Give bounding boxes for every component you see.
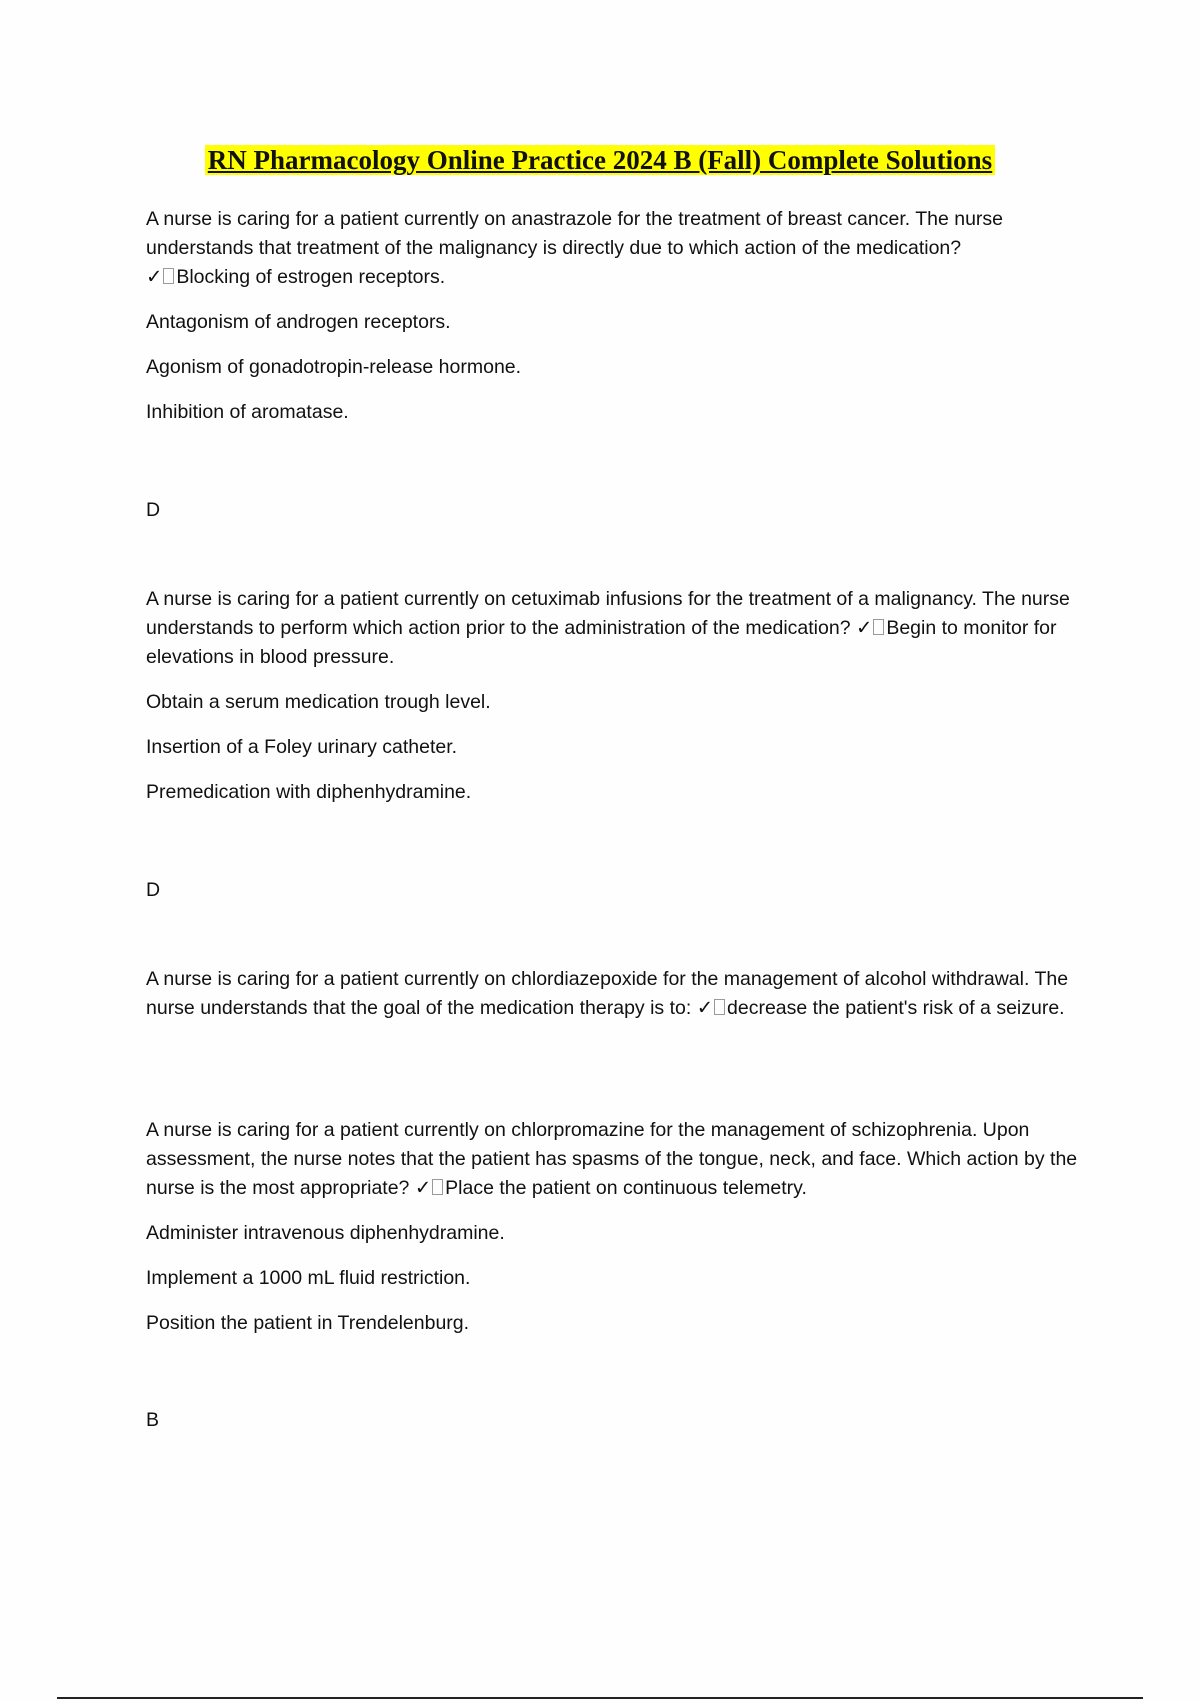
marked-option: decrease the patient's risk of a seizure. [727, 997, 1065, 1019]
question-text [146, 1116, 1090, 1203]
answer-option: Antagonism of androgen receptors. [146, 311, 451, 333]
answer-letter: D [146, 499, 161, 521]
answer-option: Implement a 1000 mL fluid restriction. [146, 1267, 471, 1289]
checkbox-glyph-icon [873, 619, 884, 635]
question-block-1 [146, 205, 1090, 443]
check-icon: ✓ [414, 1177, 432, 1199]
answer-option: Administer intravenous diphenhydramine. [146, 1222, 505, 1244]
question-stem: A nurse is caring for a patient currently on cetuximab infusions for the treatment of a malignancy. The nurse understands to perform which action prior to the administration of the medication? [146, 588, 1070, 639]
answer-option: Position the patient in Trendelenburg. [146, 1312, 470, 1334]
answer-option: Obtain a serum medication trough level. [146, 691, 491, 713]
checkbox-glyph-icon [163, 268, 174, 284]
answer-option: Agonism of gonadotropin-release hormone. [146, 356, 522, 378]
answer-option: Premedication with diphenhydramine. [146, 781, 472, 803]
check-icon: ✓ [855, 617, 873, 639]
question-stem: A nurse is caring for a patient currently on chlordiazepoxide for the management of alcohol withdrawal. The nurse understands that the goal of the medication therapy is to: [146, 968, 1069, 1019]
checkbox-glyph-icon [714, 999, 725, 1015]
marked-option: Blocking of estrogen receptors. [176, 266, 446, 288]
checkbox-glyph-icon [432, 1179, 443, 1195]
question-block-2 [146, 585, 1090, 823]
question-block-4 [146, 1116, 1090, 1354]
question-stem: A nurse is caring for a patient currently on anastrazole for the treatment of breast cancer. The nurse understands that treatment of the malignancy is directly due to which action of the medication? [146, 208, 1004, 259]
question-text [146, 965, 1090, 1023]
question-text [146, 585, 1090, 672]
marked-option: Begin to monitor for elevations in blood pressure. [146, 617, 1057, 668]
answer-letter: D [146, 879, 161, 901]
footer-rule [57, 1697, 1143, 1699]
marked-option: Place the patient on continuous telemetry. [445, 1177, 807, 1199]
question-stem: A nurse is caring for a patient currently on chlorpromazine for the management of schizophrenia. Upon assessment, the nurse notes that the patient has spasms of the tongue, neck, and face. Which action by the nurse is the most appropriate? [146, 1119, 1078, 1199]
check-icon: ✓ [696, 997, 714, 1019]
question-block-3 [146, 965, 1090, 1039]
answer-option: Inhibition of aromatase. [146, 401, 349, 423]
answer-option: Insertion of a Foley urinary catheter. [146, 736, 458, 758]
document-title-text: RN Pharmacology Online Practice 2024 B (Fall) Complete Solutions [205, 145, 995, 175]
answer-letter: B [146, 1409, 160, 1431]
question-text [146, 205, 1090, 292]
document-title [0, 143, 1200, 177]
check-icon: ✓ [146, 266, 163, 288]
